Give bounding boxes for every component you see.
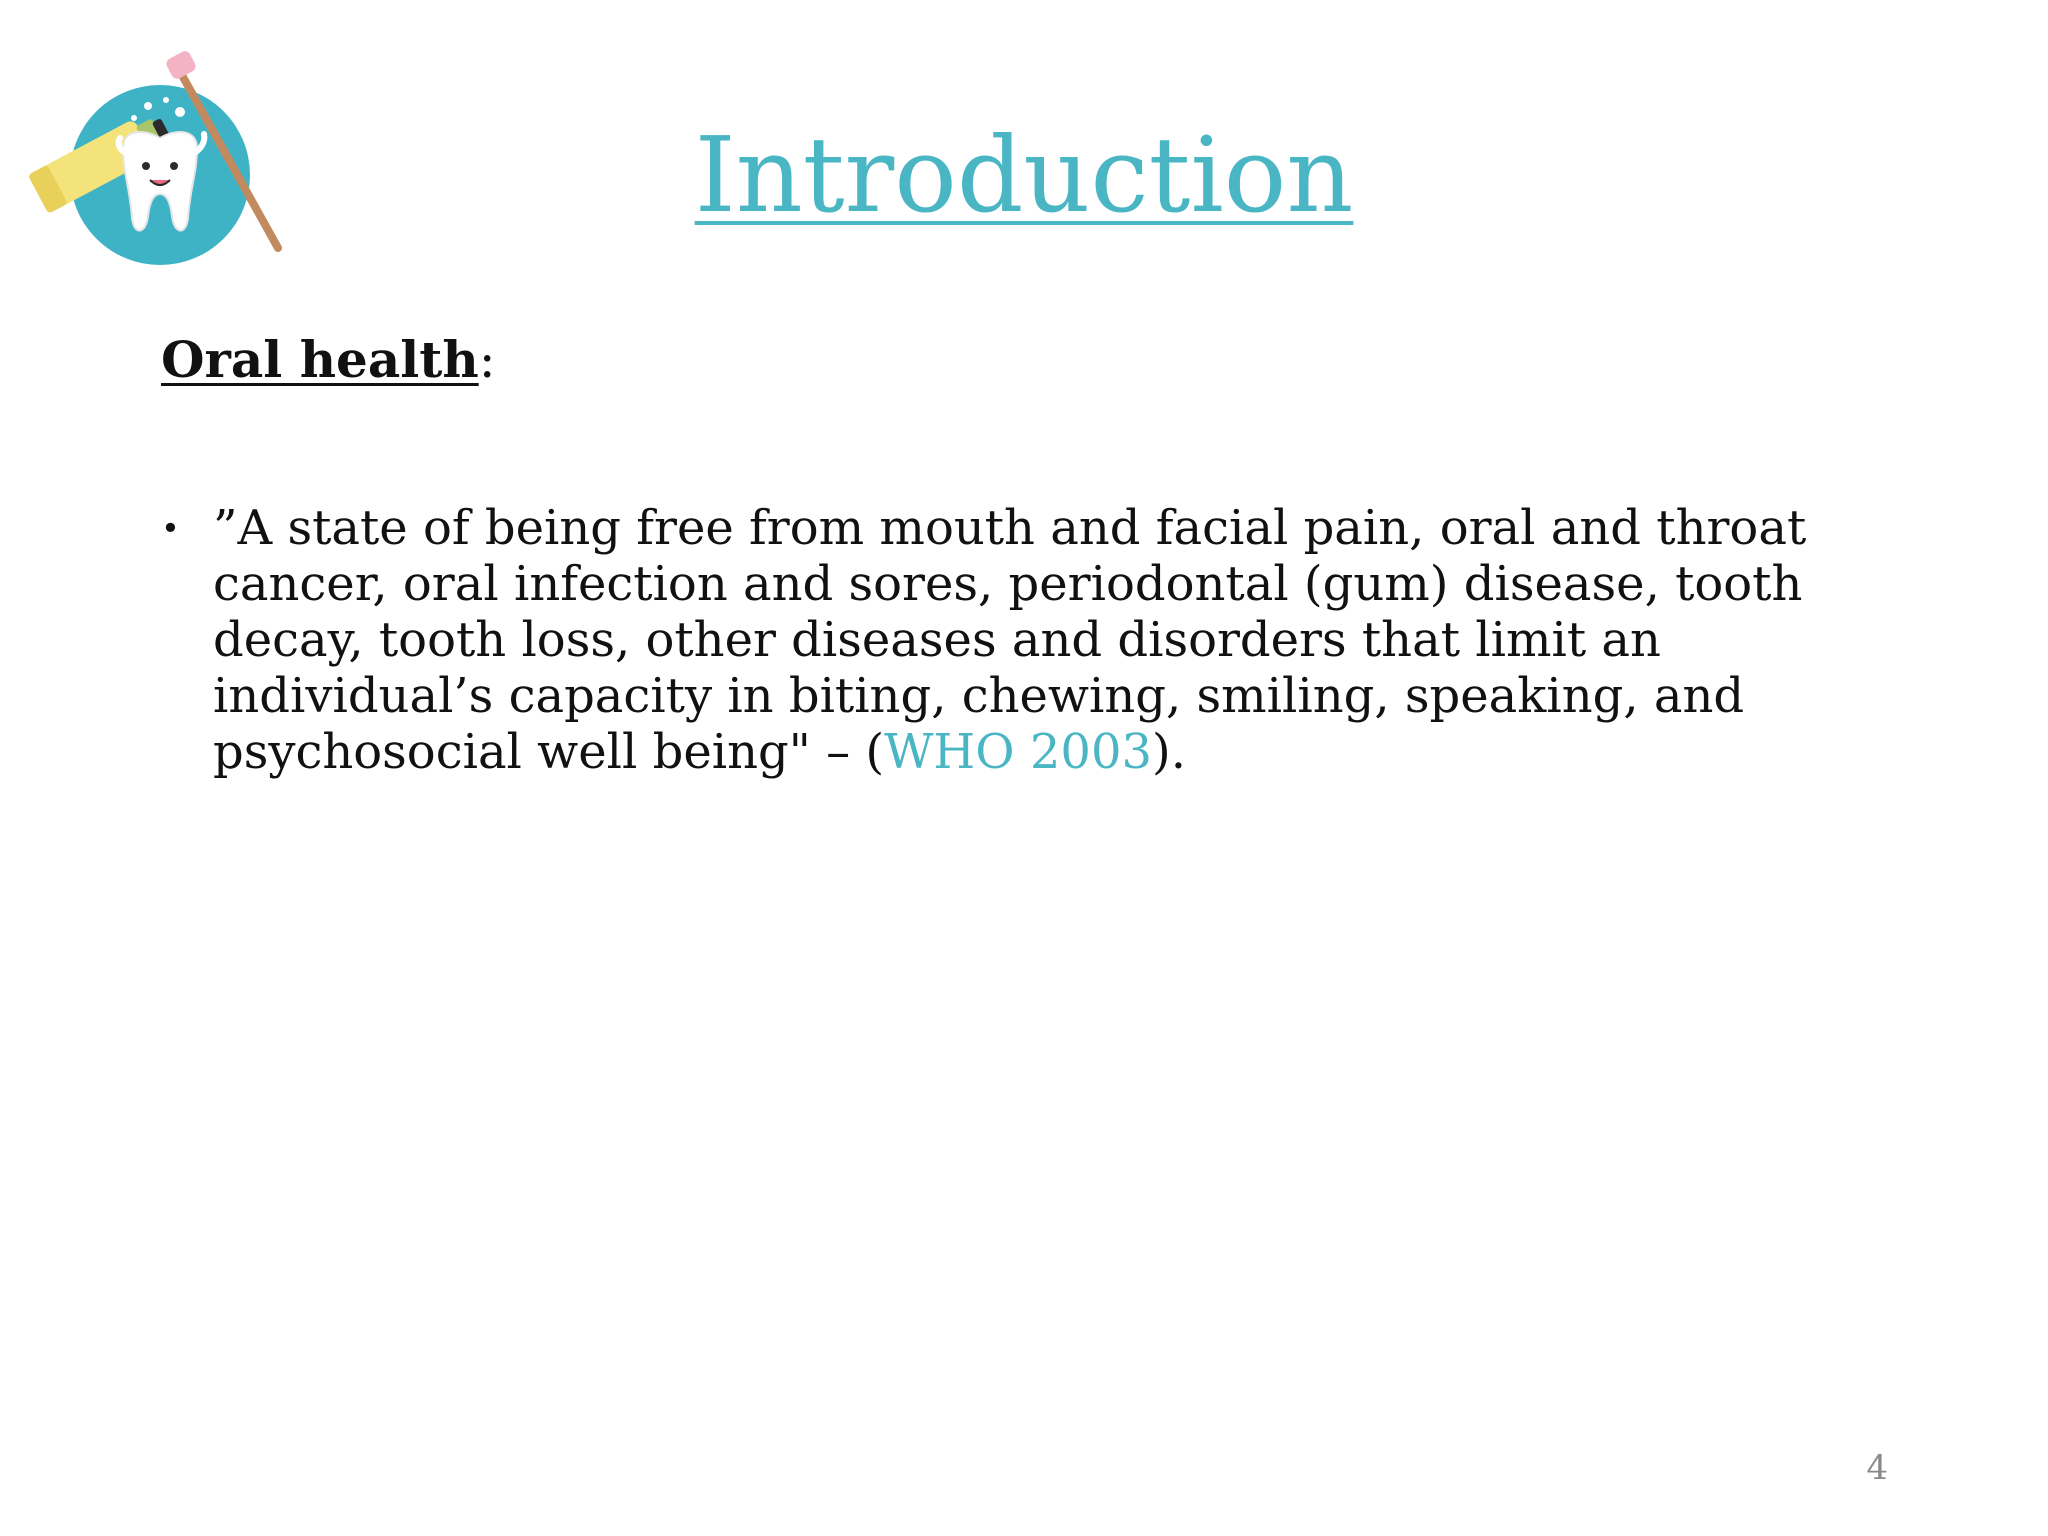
citation-link[interactable]: WHO 2003 [884, 724, 1153, 780]
subheading-suffix: : [478, 331, 496, 389]
bullet-closing: ). [1152, 724, 1187, 780]
bullet-item [161, 500, 1881, 780]
slide-title: Introduction [694, 114, 1354, 236]
subheading [161, 332, 496, 388]
bullet-list [161, 500, 1881, 780]
bullet-text: ”A state of being free from mouth and facial pain, oral and throat cancer, oral infection and sores, periodontal (gum) disease, tooth decay, tooth loss, other diseases and disorders that limit an individual’s capacity in biting, chewing, smiling, speaking, and psychosocial well being" – ( [213, 500, 1807, 780]
subheading-term: Oral health [161, 330, 479, 389]
page-number: 4 [1866, 1448, 1888, 1488]
bullet-marker: • [161, 509, 180, 547]
